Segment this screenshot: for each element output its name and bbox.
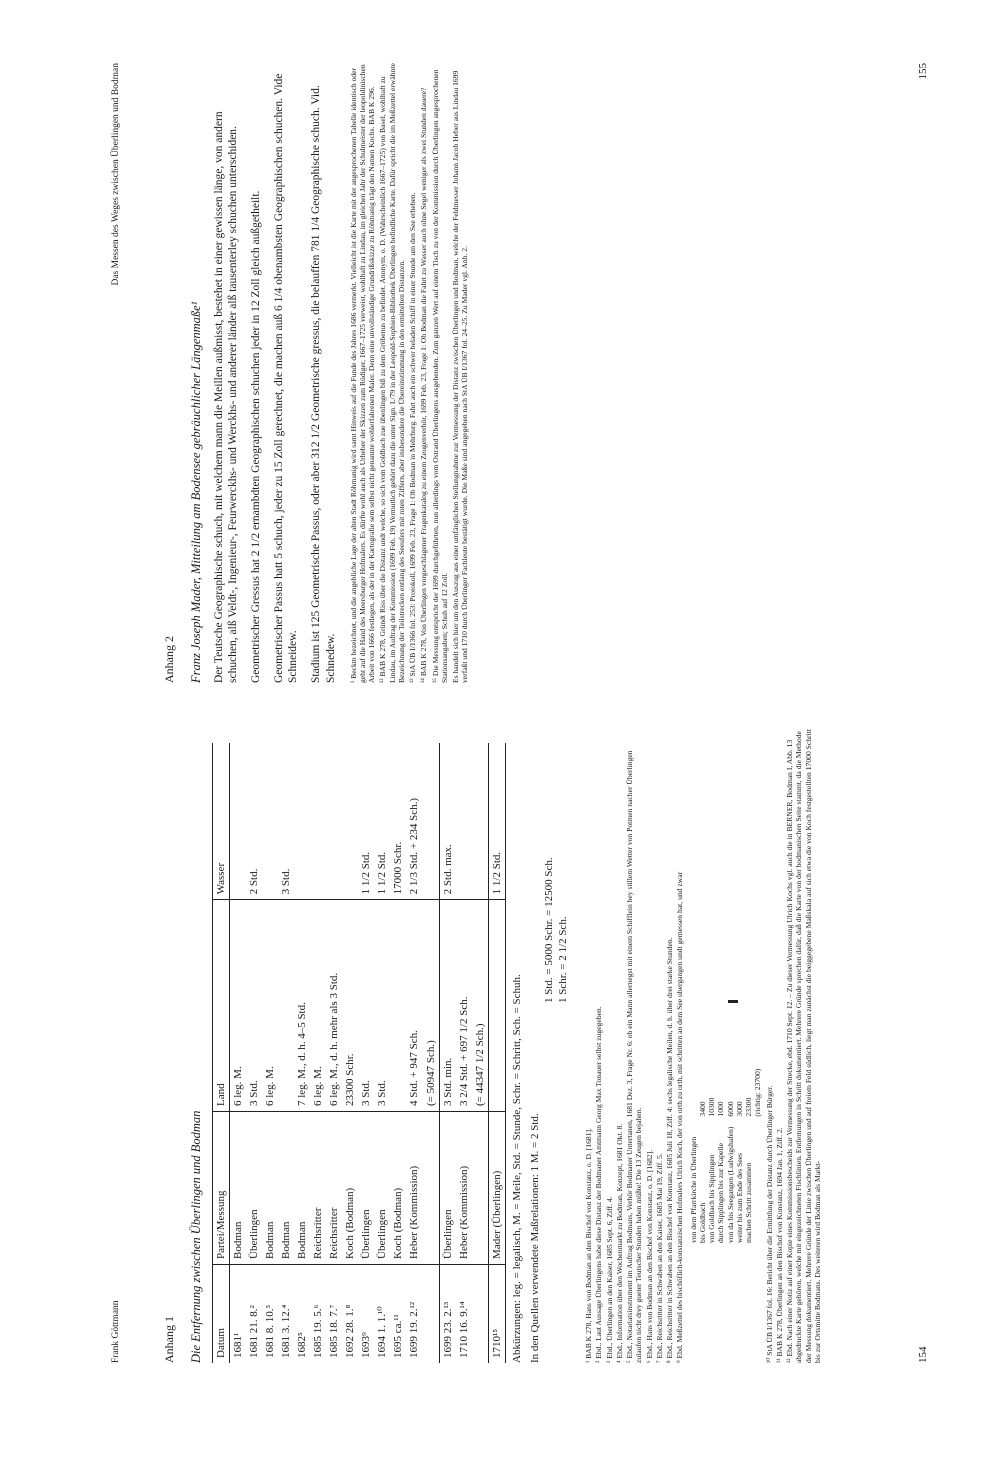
header-partei: Partei/Messung (212, 1112, 229, 1265)
cell: 3 Std. (246, 900, 262, 1112)
cell: 2 Std. max. (439, 743, 456, 900)
left-page (110, 723, 930, 1363)
table-row (342, 743, 358, 1363)
page-number-right: 155 (916, 63, 929, 80)
cell: 1 1/2 Std. (488, 743, 505, 900)
table-row (439, 743, 456, 1363)
cell (753, 1117, 762, 1243)
table-row (278, 743, 294, 1363)
cell: weiter bis zum Ende des Sees (734, 1152, 744, 1243)
cell: 1710 16. 9.¹⁴ (457, 1301, 470, 1358)
koch-measurement-table (689, 1059, 763, 1243)
footnote: ⁸ Ebd., Reichsritter in Schwaben an den Bischof von Konstanz, 1685 Juli 18, Ziff. 4: sechs legalische Meilen, d. h. über drei starke Stunden. (665, 937, 675, 1363)
right-page (110, 63, 930, 683)
cell: Bodman (262, 1112, 278, 1265)
footnote: ¹¹ BAB K 278, Überlingen an den Bischof von Konstanz, 1694 Jan. 1, Ziff. 2. (774, 1127, 784, 1363)
cell: Heber (Kommission) (456, 1112, 472, 1265)
cell (472, 1112, 489, 1265)
footnote: ⁶ Ebd., Hans von Bodman an den Bischof von Konstanz, o. D. [1682]. (644, 1149, 654, 1363)
cell (423, 743, 440, 900)
footnote: ¹² Ebd. Nach einer Notiz auf einer Kopie eines Kommissionsbescheids zur Vermessung der Strecke, ebd. 1710 Sept. 12. – Zu dieser Vermessung Ulrich Kochs vgl. auch die in BERNER, Bodman I, Abb. 13 abgedruckte Karte gehören, welche mit eingezeichneten Fischlinien. Entfernungen in Schritt dokumentiert. Mehrere Gründe sprechen dafür, daß die Karte von der bodmanischen Seite stammt, da die Methode der Messung dokumentiert. Mehrere Gründe der Linie zwischen Überlingen und auf freiem Feld südlich, liegt man zunächst die beiggegebene Maßskala auf sich etwa die von Koch festgestellten 17000 Schritt bis zur Ortsmitte Bodmans. Des weiteren wird Bodman als Markt- (785, 729, 822, 1363)
cell: 2 1/3 Std. + 234 Sch.) (406, 743, 422, 900)
cell: 1694 1. 1.¹⁰ (376, 1306, 389, 1358)
cell: 1682⁵ (295, 1332, 308, 1358)
cell: 3000 (734, 1101, 744, 1117)
cell: 6 leg. M. (229, 900, 246, 1112)
cell (472, 743, 489, 900)
paragraph-passus: Geometrischer Passus hatt 5 schuch, jeder zu 15 Zoll gerechnet, die machen auß 6 1/4 obenambsten Geographischen schuchen. Vide Schneidew. (272, 73, 300, 683)
cell: Überlingen (374, 1112, 390, 1265)
cell: 2 Std. (246, 743, 262, 900)
footnotes-right (349, 63, 470, 683)
cell: 3 Std. (358, 900, 374, 1112)
cell: Mader (Überlingen) (488, 1112, 505, 1265)
footnote: Es handelt sich hier um den Auszug aus einer umfänglichen Stellungnahme zur Vermessung der Distanz zwischen Überlingen und Bodman, welche der Feldmesser Johann Jacob Heber aus Lindau 1699 verfaßt und 1710 durch Überlinger Fachleute bestätigt wurde. Die Maße sind angegeben nach StA ÜB I/1367 fol. 24–25. Zu Mader vgl. Anh. 2. (451, 70, 470, 683)
cell: Bodman (229, 1112, 246, 1265)
cell: Überlingen (358, 1112, 374, 1265)
cell (278, 900, 294, 1112)
cell: 3 Std. min. (439, 900, 456, 1112)
footnote: ⁵ Ebd., Notariatsinstrument im Auftrag Bodmans, Verhör Bodmaner Untertanen, 1681 Dez. 3, Frage Nr. 6: ob ein Mann allernegst mit einem Schifflein bey stillem Wetter von Potmen nacher Überlingen zulaufen nicht drey gueter Teutscher Stunden haben müßte! Die 13 Zeugen bejahen. (625, 750, 644, 1363)
page-number-left: 154 (916, 1346, 929, 1363)
cell: 23300 Schr. (342, 900, 358, 1112)
measures-intro: In den Quellen verwendete Maßrelationen: 1 M. = 2 Std. (529, 1113, 541, 1363)
paragraph-schuch: Der Teutsche Geographische schuch, mit welchem mann die Meillen außmisst, bestehet in einer gewissen länge, von andern schuchen, alß Veldt-, Ingenieur-, Feurwerckhs- und Werckhs- und anderer länder alß tausenterley schuchen unterschiden. (212, 111, 240, 683)
cell: 4 Std. + 947 Sch. (406, 900, 422, 1112)
measures-equation-1: 1 Std. = 5000 Schr. = 12500 Sch. (543, 857, 556, 1003)
footnote: ¹² BAB K 278, Gründt Riss über die Distanz undt welche, so sich vom Goldbach zue übenlingen biß zu dem Gröbenus zu befindet. Anonym, o. D. (Wahrscheinlich 1667–1725) von Basel, wohlhaft zu Lindau, im Auftrag der Kommission (1699 Feb. 19) Vermutlich gehört dazu die unter Sign. L/79 in der Leopold-Sophien-Bibliothek Überlingen befindliche Karte. Dafür spricht die im Meßzettel erwähnte Bezeichnung der Teilstrecken entlang des Seeufers mit roten Ziffern, aber insbesondere die Übereinstimmung in den ermittelten Distanzen. (378, 63, 406, 683)
cell: 1000 (716, 1101, 726, 1117)
cell: von dem Pfarrkirche in Überlingen (688, 1136, 698, 1243)
header-wasser: Wasser (212, 743, 229, 900)
cell: Überlingen (439, 1112, 456, 1265)
footnote: ¹⁴ BAB K 278, Von Überlingen vorgeschlagener Fragenkatalog zu einem Zeugenverhör, 1699 Feb. 23, Frage 1: Ob Bodman die Fahrt zu Wasser auch ohne Segel weniger als zwei Stunden dauere? (419, 87, 429, 683)
footnote: ³ Ebd., Überlingen an den Kaiser, 1685 Sept. 6, Ziff. 4. (604, 1196, 614, 1363)
footnote: ¹ BAB K 278, Hans von Bodman an den Bischof von Konstanz, o. D. [1681]. (584, 1128, 594, 1363)
table-row (744, 1059, 753, 1243)
cell: Bodman (278, 1112, 294, 1265)
cell (689, 1059, 698, 1117)
cell: 1681¹ (231, 1332, 244, 1358)
table-row (390, 743, 406, 1363)
cell (310, 743, 326, 900)
footnote: ⁷ Ebd., Reichsritter in Schwaben an den Kaiser, 1685 Mai 19, Ziff. 5. (654, 1153, 664, 1363)
cell: 7 leg. M., d. h. 4–5 Std. (294, 900, 310, 1112)
cell: 1681 21. 8.² (247, 1305, 260, 1358)
cell: 1 1/2 Std. (358, 743, 374, 900)
table-row (406, 743, 422, 1363)
cell (472, 1264, 489, 1363)
footnote: ¹ Beckm bezeichnet, und die angebliche Lage der alten Stadt Röhmanig wird samt Hinweis auf die Funde des Jahres 1686 vermerkt. Vielleicht ist die Karte mit der angesprochenen Tabelle identisch oder geht auf die Hand des Meersburger Hofmalers. Es dürfte wohl auch als Urheber der Skizzen zum Rüdiger, 1667–1725 verweist, wohlhaft zu Lindau, im gleichen Jahr der Schulmeister der leopoldinischen Arbeit von 1666 festlegen, als der in der Kartografie sem selbst nicht genannte wohlerfahrenen Maler. Denn eine unvollständige Grundrißskizze zu Röhmanig trägt den Namen Kochs. BAB K 296. (348, 64, 377, 683)
cell: 1681 8. 10.³ (263, 1305, 276, 1358)
table-row (294, 743, 310, 1363)
cell: 6000 (725, 1101, 735, 1117)
cell: 3 2/4 Std. + 697 1/2 Sch. (456, 900, 472, 1112)
cell: Koch (Bodman) (390, 1112, 406, 1265)
cell (423, 1264, 440, 1363)
cell: 1699 23. 2.¹³ (441, 1301, 454, 1358)
cell: Reichsritter (326, 1112, 342, 1265)
running-head-right: Das Messen des Weges zwischen Überlingen und Bodman (111, 63, 121, 286)
table-row (229, 743, 246, 1363)
cell: 1699 19. 2.¹² (408, 1301, 421, 1358)
cell: 3400 (697, 1101, 707, 1117)
cell: 1685 18. 7.⁷ (328, 1304, 341, 1358)
table-row (246, 743, 262, 1363)
cell: von Goldbach bis Sipplingen (707, 1154, 717, 1243)
table-row (689, 1059, 698, 1243)
appendix-1-label: Anhang 1 (162, 1316, 177, 1363)
paragraph-gressus: Geometrischer Gressus hat 2 1/2 ernambdten Geographischen schuchen jeder in 12 Zoll gleich außgetheilt. (249, 190, 262, 683)
gutter-mark (728, 1000, 738, 1003)
cell: 1 1/2 Std. (374, 743, 390, 900)
table-row (753, 1059, 762, 1243)
table-row (472, 743, 489, 1363)
cell: 6 leg. M., d. h. mehr als 3 Std. (326, 900, 342, 1112)
footnote: ¹⁰ StA ÜB I/1367 fol. 16: Bericht über die Ermittlung der Distanz durch Überlinger Bürger. (764, 1085, 774, 1363)
table-row (310, 743, 326, 1363)
cell: 1692 28. 1.⁸ (344, 1304, 357, 1358)
running-head-left: Frank Göttmann (111, 1300, 121, 1363)
table-row (716, 1059, 725, 1243)
table-row (726, 1059, 735, 1243)
cell: 17000 Schr. (390, 743, 406, 900)
footnotes-left (584, 723, 822, 1363)
cell: 6 leg. M. (262, 900, 278, 1112)
appendix-1-title: Die Entfernung zwischen Überlingen und Bodman (188, 1110, 203, 1363)
table-row (423, 743, 440, 1363)
cell (390, 900, 406, 1112)
cell: 10300 (707, 1097, 717, 1117)
cell: machen Schritt zusammen (744, 1162, 754, 1243)
cell: 3 Std. (278, 743, 294, 900)
cell: 3 Std. (374, 900, 390, 1112)
footnote: ² Ebd., Laut Aussage Überlingens habe diese Distanz der Bodmaner Amtmann Georg Max Tonauer selbst zugegeben. (594, 1006, 604, 1363)
header-datum: Datum (214, 1328, 227, 1358)
distance-table (212, 743, 506, 1363)
cell: Heber (Kommission) (406, 1112, 422, 1265)
measures-equation-2: 1 Schr. = 2 1/2 Sch. (557, 916, 570, 1003)
cell: (richtig: 23700) (753, 1068, 763, 1117)
table-row (374, 743, 390, 1363)
cell: 23300 (744, 1097, 754, 1117)
table-row (707, 1059, 716, 1243)
cell: (= 50947 Sch.) (423, 900, 440, 1112)
footnote: ¹³ StA ÜB I/1366 fol. 253: Protokoll, 1699 Feb. 23, Frage 1: Ob Bodman in Mehrburg. Fahrt auch ein schwer beladen Schiff in einer Stunde um den See erheben. (408, 192, 418, 683)
table-row (456, 743, 472, 1363)
cell (342, 743, 358, 900)
cell: 1710¹⁵ (490, 1328, 503, 1358)
table-row (326, 743, 342, 1363)
abbreviations-line: Abkürzungen: leg. = legalisch, M. = Meile, Std. = Stunde, Schr. = Schritt, Sch. = Schuh. (510, 974, 523, 1363)
paragraph-stadium: Stadium ist 125 Geometrische Passus, oder aber 312 1/2 Geometrische gressus, die belauffen 781 1/4 Geographische schuch. Vid. Schnedew. (310, 85, 337, 683)
cell (423, 1112, 440, 1265)
cell: Überlingen (246, 1112, 262, 1265)
footnote: ¹⁵ Die Messung entspricht der 1699 durchgeführten, nun allerdings vom Ostrand Überlingens ausgehenden. Zum ganzen Wert auf einem Tisch zu von der Kommission durch Überlingen angesprochenen Stationsangaben; Schuh auf 12 Zoll. (430, 69, 449, 683)
cell: bis Goldbach (697, 1202, 707, 1243)
table-row (488, 743, 505, 1363)
cell: (= 44347 1/2 Sch.) (472, 900, 489, 1112)
footnote: ⁹ Ebd. Meßzettel des bischöflich-konstanzischen Hofmalers Ulrich Koch, der von orth zu orth, mit schritten an dem See ubergangen undt gemessen hat, und zwar (675, 871, 685, 1363)
cell: 1693⁹ (360, 1332, 373, 1358)
cell: Koch (Bodman) (342, 1112, 358, 1265)
cell (294, 743, 310, 900)
cell: 1685 19. 5.⁶ (311, 1304, 324, 1358)
cell: 1681 3. 12.⁴ (279, 1304, 292, 1358)
cell (229, 743, 246, 900)
cell (488, 900, 505, 1112)
cell: von da bis Seegangen (Ludwigshafen) (725, 1126, 735, 1243)
header-land: Land (212, 900, 229, 1112)
cell: 6 leg. M. (310, 900, 326, 1112)
cell: Bodman (294, 1112, 310, 1265)
table-row (262, 743, 278, 1363)
cell: durch Sipplingen bis zur Kapelle (716, 1143, 726, 1243)
cell (326, 743, 342, 900)
table-row (698, 1059, 707, 1243)
cell (456, 743, 472, 900)
table-row (358, 743, 374, 1363)
table-row (735, 1059, 744, 1243)
table-header-row (212, 743, 229, 1363)
cell: 1695 ca.¹¹ (392, 1314, 405, 1358)
footnote: ⁴ Ebd., Information über den Wochenmarkt zu Bodman, Konzept, 1681 Okt. 8. (614, 1123, 624, 1363)
appendix-2-title: Franz Joseph Mader, Mitteilung am Bodensee gebräuchlicher Längenmaße¹ (188, 301, 203, 683)
cell: Reichsritter (310, 1112, 326, 1265)
cell (262, 743, 278, 900)
appendix-2-label: Anhang 2 (162, 636, 177, 683)
